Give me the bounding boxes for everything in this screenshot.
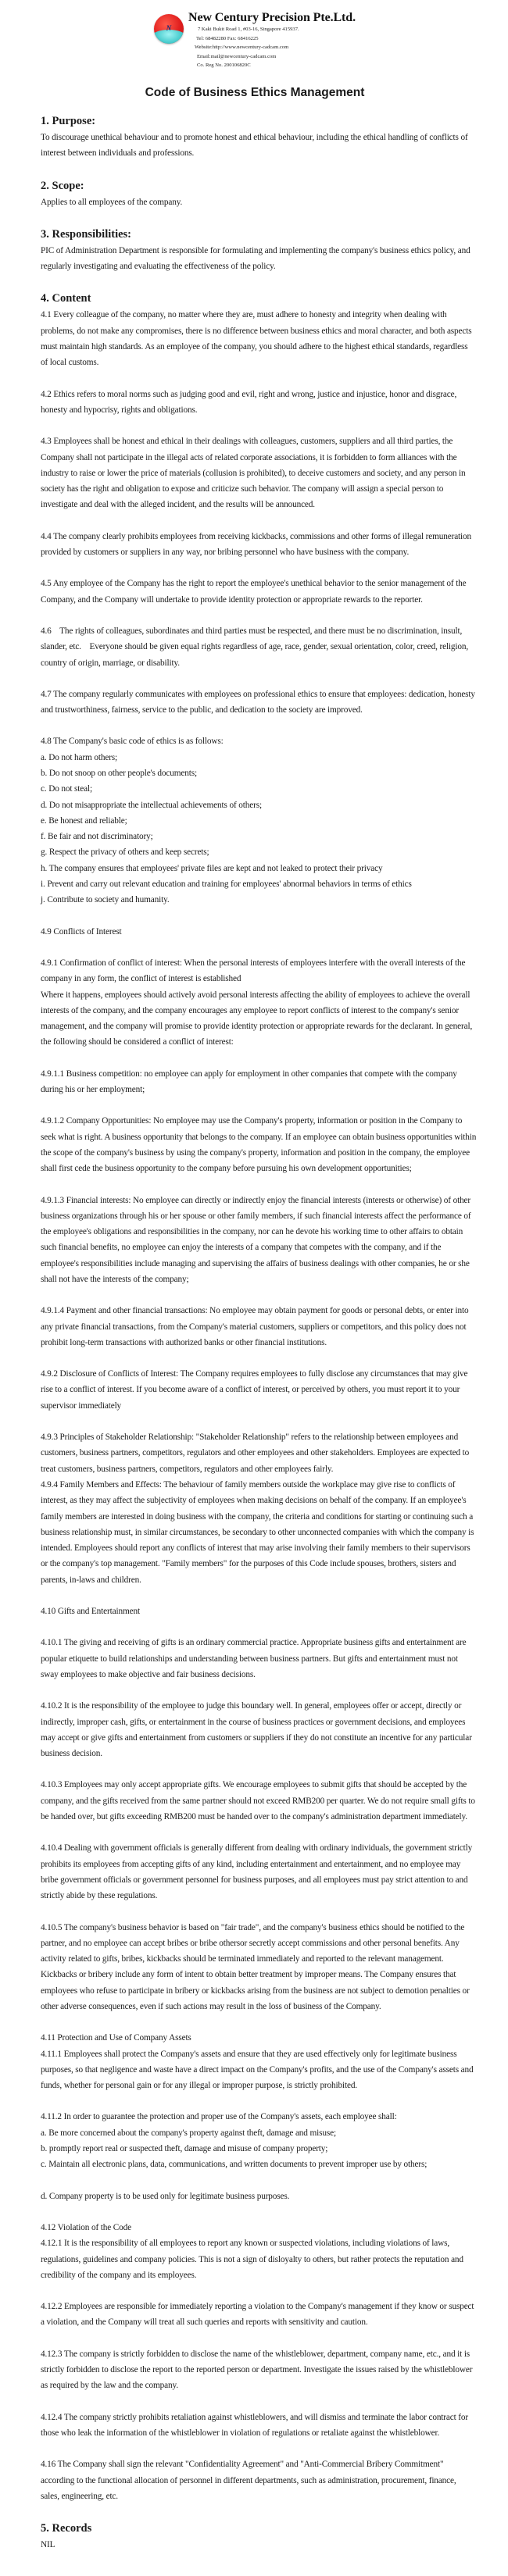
clause-4-1: 4.1 Every colleague of the company, no matter where they are, must adhere to honesty and integrity when dealing with problems, do not make any compromises, there is no difference between business ethics and moral character, and both aspects must maintain high standards. As an employee of the company, you should adhere to the highest ethical standards, regardless of local customs. [41,310,472,368]
subsection-heading-4-9: 4.9 Conflicts of Interest [41,926,122,937]
clause-4-6: 4.6 The rights of colleagues, subordinates and third parties must be respected, and there must be no discrimination, insult, slander, etc. Everyone should be given equal rights regardless of age, race, gender, sexual orientation, color, creed, religion, country of origin, marriage, or disability. [41,626,470,668]
clause-4-9-3: 4.9.3 Principles of Stakeholder Relationship: "Stakeholder Relationship" refers to the relationship between employees and customers, business partners, competitors, regulators and other employees and other stakeholders. Employees are expected to treat customers, business partners, competitors, regulators and other employees fairly. [41,1432,470,1474]
letterhead [33,11,477,70]
clause-4-12-4: 4.12.4 The company strictly prohibits retaliation against whistleblowers, and will dismiss and terminate the labor contract for those who leak the information of the whistleblower in violation of regulations or retaliate against the whistleblower. [41,2412,469,2438]
clause-4-4: 4.4 The company clearly prohibits employees from receiving kickbacks, commissions and other forms of illegal remuneration provided by customers or suppliers in any way, nor bribing personnel who have business with the company. [41,531,472,558]
list-item: f. Be fair and not discriminatory; [41,832,153,842]
section-body: NIL [41,2540,55,2550]
subsection-heading-4-12: 4.12 Violation of the Code [41,2222,132,2232]
clause-4-9-4: 4.9.4 Family Members and Effects: The behaviour of family members outside the workplace may give rise to conflicts of interest, as they may affect the subjectivity of employees when making decisions on behalf of the company. If an employee's family members are interested in doing business with the company, the criteria and conditions for starting or continuing such a business relationship must, in similar circumstances, be secondary to other unconnected companies with which the company is intended. Employees should report any conflicts of interest that may arise involving their family members to their supervisors or the company's top management. "Family members" for the purposes of this Code include spouses, brothers, sisters and parents, in-laws and children. [41,1479,474,1585]
clause-4-10-3: 4.10.3 Employees may only accept appropriate gifts. We encourage employees to submit gifts that should be accepted by the company, and the gifts received from the same partner should not exceed RMB200 per quarter. We do not require small gifts to be handed over, but gifts exceeding RMB200 must be handed over to the company's administration department immediately. [41,1780,475,1822]
section-body: To discourage unethical behaviour and to promote honest and ethical behaviour, including the ethical handling of conflicts of interest between individuals and professions. [41,132,468,159]
clause-4-11-2-intro: 4.11.2 In order to guarantee the protection and proper use of the Company's assets, each employee shall: [41,2112,397,2122]
clause-4-12-1: 4.12.1 It is the responsibility of all employees to report any known or suspected violations, including violations of laws, regulations, guidelines and company policies. This is not a sign of disloyalty to others, but rather protects the reputation and credibility of the company and its employees. [41,2239,463,2280]
company-reg-no: Co. Reg No. 200106820C [196,62,251,69]
list-item: a. Be more concerned about the company's property against theft, damage and misuse; [41,2128,336,2138]
section-heading: 1. Purpose: [41,114,96,127]
list-item: c. Do not steal; [41,784,92,794]
clause-4-9-1-2: 4.9.1.2 Company Opportunities: No employee may use the Company's property, information or position in the Company to seek what is right. A business opportunity that belongs to the company. If an employee can obtain business opportunities within the scope of the company's business by using the company's property, information and position in the company, the employee shall first cede the business opportunity to the company before pursuing his own development opportunities; [41,1116,477,1174]
section-body: Applies to all employees of the company. [41,197,183,207]
clause-4-9-1-detail: Where it happens, employees should actively avoid personal interests affecting the ability of employees to achieve the overall interests of the company, and the company encourages any employee to report conflicts of interest to the company's senior management, and the company will promise to provide identity protection or appropriate rewards for the declarant. In general, the following should be considered a conflict of interest: [41,990,473,1047]
list-item: i. Prevent and carry out relevant education and training for employees' abnormal behaviors in terms of ethics [41,879,412,890]
list-item: g. Respect the privacy of others and keep secrets; [41,847,209,858]
section-heading: 4. Content [41,292,91,305]
company-address: 7 Kaki Bukit Road 1, #03-16, Singapore 415937. [197,27,299,32]
clause-4-12-2: 4.12.2 Employees are responsible for immediately reporting a violation to the Company's management if they know or suspect a violation, and the Company will treat all such queries and reports with sensitivity and caution. [41,2302,474,2328]
logo-letter: N [166,24,172,32]
list-item: e. Be honest and reliable; [41,815,127,826]
company-email: Email:mail@newcentury-cadcam.com [196,53,277,59]
asset-protection-list [41,2125,477,2173]
clause-4-10-4: 4.10.4 Dealing with government officials is generally different from dealing with ordinary individuals, the government strictly prohibits its employees from accepting gifts of any kind, including entertainment and entertainment, and no employee may bribe government officials or government personnel for business purposes, and all employees must pay strict attention to and strictly abide by these regulations. [41,1843,473,1901]
subsection-heading-4-10: 4.10 Gifts and Entertainment [41,1607,140,1617]
company-logo-icon [154,14,184,44]
ethics-code-list [41,750,477,908]
company-website: Website:http://www.newcentury-cadcam.com [194,45,289,51]
clause-4-9-1: 4.9.1 Confirmation of conflict of interest: When the personal interests of employees interfere with the overall interests of the company in any form, the conflict of interest is established [41,958,466,984]
list-item: j. Contribute to society and humanity. [41,895,170,905]
clause-4-10-1: 4.10.1 The giving and receiving of gifts is an ordinary commercial practice. Appropriate business gifts and entertainment are popular etiquette to build relationships and understanding between business partners. But gifts and entertainment must not sway employees to make objective and fair business decisions. [41,1638,467,1679]
section-heading: 3. Responsibilities: [41,227,132,241]
list-item: b. Do not snoop on other people's documents; [41,768,198,778]
section-heading: 5. Records [41,2522,92,2535]
company-info [188,11,356,70]
clause-4-11-1: 4.11.1 Employees shall protect the Company's assets and ensure that they are used effectively only for legitimate business purposes, so that negligence and waste have a direct impact on the Company's profits, and the use of the Company's assets and funds, whether for personal gain or for any illegal or improper purpose, is strictly prohibited. [41,2049,474,2091]
company-phone-fax: Tel: 68482280 Fax: 68416225 [195,35,259,41]
section-body: PIC of Administration Department is responsible for formulating and implementing the company's business ethics policy, and regularly investigating and evaluating the effectiveness of the policy. [41,245,470,272]
section-heading: 2. Scope: [41,179,84,192]
clause-4-10-2: 4.10.2 It is the responsibility of the employee to judge this boundary well. In general, employees offer or accept, directly or indirectly, improper cash, gifts, or entertainment in the course of business practices or government decisions, and employees may accept or give gifts and entertainment from customers or suppliers if they do not constitute an incentive for any particular business decision. [41,1701,472,1759]
clause-4-7: 4.7 The company regularly communicates with employees on professional ethics to ensure that employees: dedication, honesty and trustworthiness, fairness, service to the public, and dedication to the society are improved. [41,689,475,715]
clause-4-9-2: 4.9.2 Disclosure of Conflicts of Interest: The Company requires employees to fully disclose any circumstances that may give rise to a conflict of interest. If you become aware of a conflict of interest, or perceived by others, you must report it to your supervisor immediately [41,1369,468,1411]
section-purpose [41,114,477,162]
list-item: a. Do not harm others; [41,752,118,762]
company-name: New Century Precision Pte.Ltd. [188,11,356,24]
clause-4-5: 4.5 Any employee of the Company has the right to report the employee's unethical behavior to the senior management of the Company, and the Company will undertake to provide identity protection or appropriate rewards to the reporter. [41,579,469,605]
clause-4-2: 4.2 Ethics refers to moral norms such as judging good and evil, right and wrong, justice and injustice, honor and disgrace, honesty and hypocrisy, rights and obligations. [41,389,457,415]
clause-4-8-intro: 4.8 The Company's basic code of ethics is as follows: [41,737,224,747]
section-responsibilities [41,227,477,275]
section-records [41,2521,477,2553]
clause-4-16: 4.16 The Company shall sign the relevant "Confidentiality Agreement" and "Anti-Commercial Bribery Commitment" according to the functional allocation of personnel in different departments, such as administration, procurement, finance, sales, engineering, etc. [41,2460,456,2501]
clause-4-9-1-3: 4.9.1.3 Financial interests: No employee can directly or indirectly enjoy the financial interests (interests or otherwise) of other business organizations through his or her spouse or other family members, if such financial interests affect the performance of the employee's obligations and responsibilities in the company, nor can he devote his working time to other affairs to obtain such financial benefits, no employee can enjoy the interests of a company that competes with the company, and if the employee's responsibilities include managing and supervising the affairs of business dealings with other companies, he or she shall not have the interests of the company; [41,1195,471,1284]
clause-4-9-1-4: 4.9.1.4 Payment and other financial transactions: No employee may obtain payment for goods or personal debts, or enter into any private financial transactions, from the Company's material customers, suppliers or competitors, and this policy does not prohibit long-term transactions with authorized banks or other financial institutions. [41,1306,469,1347]
clause-4-3: 4.3 Employees shall be honest and ethical in their dealings with colleagues, customers, suppliers and all third parties, the Company shall not participate in the illegal acts of related corporate associations, it is forbidden to form alliances with the industry to raise or lower the price of materials (collusion is prohibited), to deceive customers and society, and any person in society has the right and obligation to expose and criticize such behavior. The company will assign a special person to investigate and deal with the alleged incident, and the results will be announced. [41,437,466,510]
document-title: Code of Business Ethics Management [145,85,365,99]
clause-4-12-3: 4.12.3 The company is strictly forbidden to disclose the name of the whistleblower, department, company name, etc., and it is strictly forbidden to disclose the report to the reported person or department. Investigate the issues raised by the whistleblower as required by the law and the company. [41,2349,473,2391]
section-content [41,291,477,2504]
clause-4-9-1-1: 4.9.1.1 Business competition: no employee can apply for employment in other companies that compete with the company during his or her employment; [41,1069,457,1095]
list-item: h. The company ensures that employees' private files are kept and not leaked to protect their privacy [41,863,383,873]
list-item: c. Maintain all electronic plans, data, communications, and written documents to prevent improper use by others; [41,2160,428,2170]
section-scope [41,179,477,210]
list-item: b. promptly report real or suspected theft, damage and misuse of company property; [41,2144,328,2154]
clause-4-11-2-d: d. Company property is to be used only for legitimate business purposes. [41,2191,290,2201]
list-item: d. Do not misappropriate the intellectual achievements of others; [41,800,262,810]
clause-4-10-5: 4.10.5 The company's business behavior is based on "fair trade", and the company's business ethics should be notified to the partner, and no employee can accept bribes or bribe othersor secretly accept commissions and other personal benefits. Any activity related to gifts, bribes, kickbacks should be terminated immediately and reported to the relevant management. Kickbacks or bribery include any form of intent to obtain better treatment by improper means. The Company ensures that employees who refuse to participate in bribery or kickbacks arising from the business are not subject to demotion penalties or other adverse consequences, even if such actions may result in the loss of business of the Company. [41,1922,470,2011]
subsection-heading-4-11: 4.11 Protection and Use of Company Assets [41,2033,191,2043]
